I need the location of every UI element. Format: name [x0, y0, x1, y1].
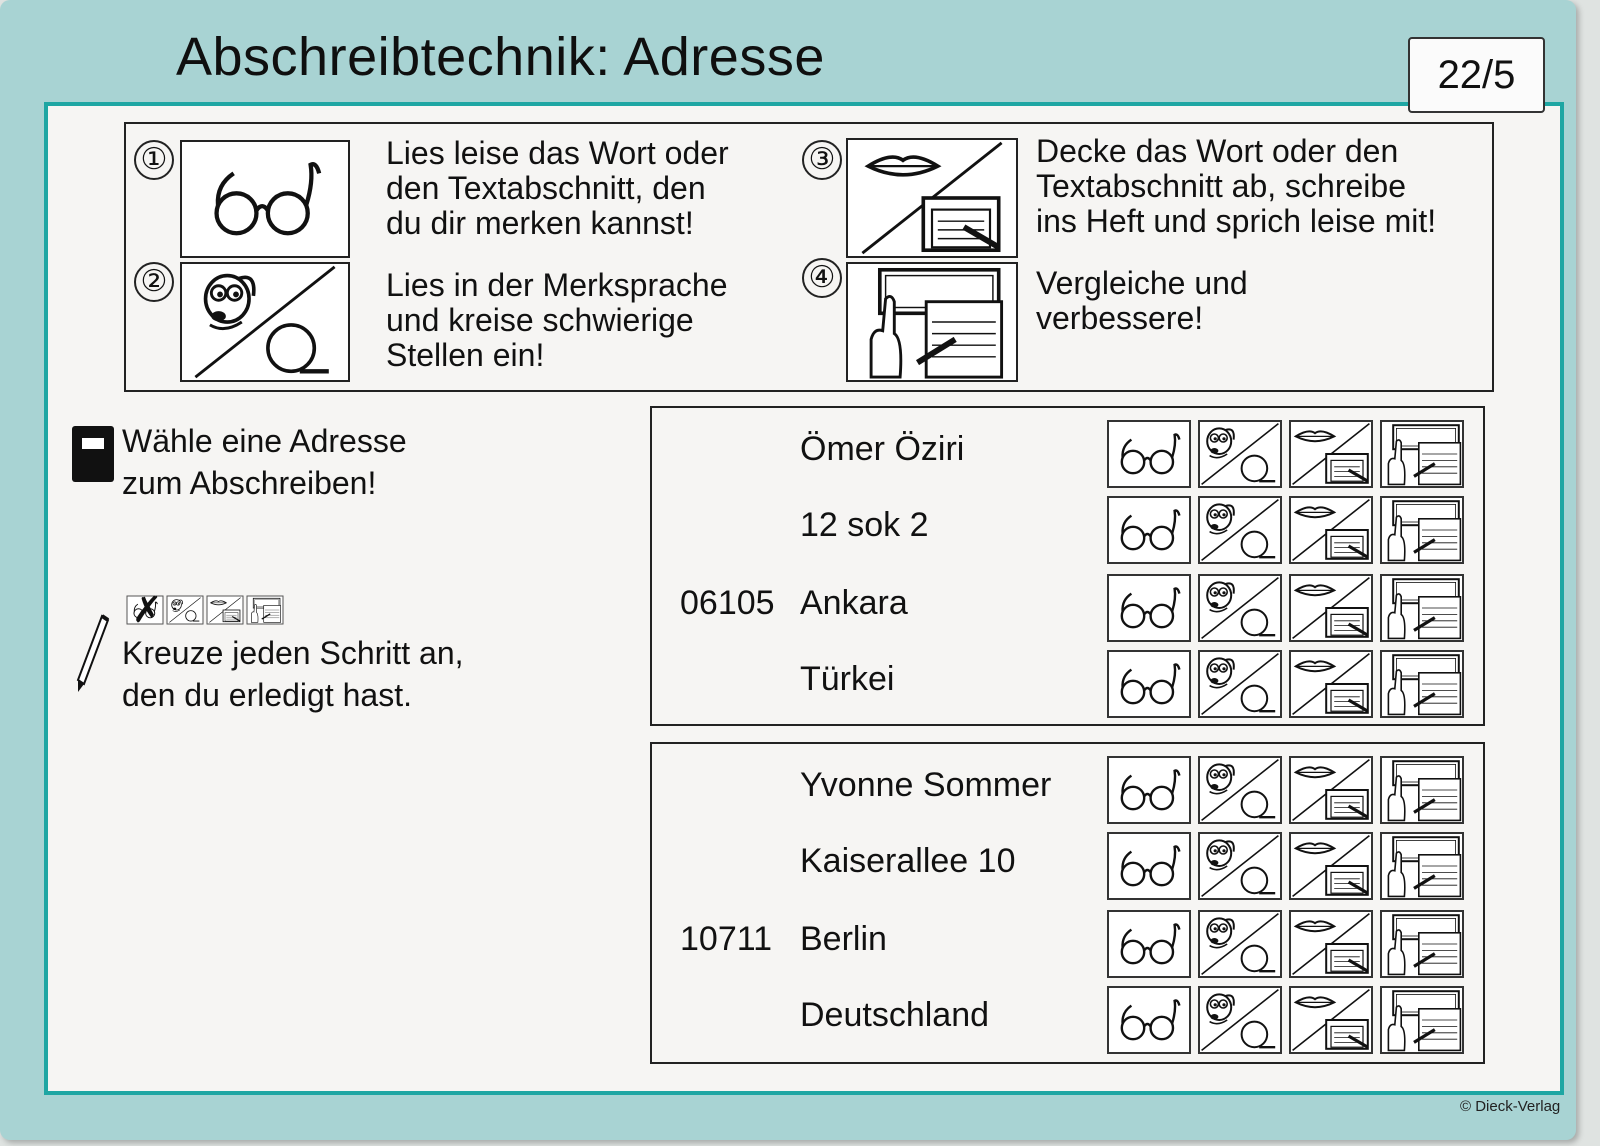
- compare-notebook-icon: [846, 262, 1018, 382]
- glasses-checkbox[interactable]: [1107, 756, 1191, 824]
- content-panel: [44, 102, 1564, 1095]
- lips-notebook-icon: [846, 138, 1018, 258]
- lips-checkbox[interactable]: [1289, 832, 1373, 900]
- copyright: © Dieck-Verlag: [1460, 1098, 1561, 1115]
- glasses-checkbox[interactable]: [1107, 574, 1191, 642]
- address-line: [652, 650, 1487, 710]
- dog-checkbox[interactable]: [1198, 756, 1282, 824]
- address-text: Ömer Öziri: [800, 430, 965, 468]
- step-checkboxes: [1107, 420, 1467, 488]
- dog-checkbox[interactable]: [1198, 496, 1282, 564]
- address-card-2: [650, 742, 1485, 1064]
- address-text: 12 sok 2: [800, 506, 929, 544]
- address-line: [652, 832, 1487, 892]
- step-4-number: ④: [802, 258, 842, 298]
- glasses-checkbox[interactable]: [1107, 832, 1191, 900]
- lips-checkbox[interactable]: [1289, 650, 1373, 718]
- check-instruction: Kreuze jeden Schritt an, den du erledigt hast.: [122, 635, 464, 713]
- step-3-text: Decke das Wort oder den Textabschnitt ab, schreibe ins Heft und sprich leise mit!: [1036, 133, 1437, 239]
- address-text: Ankara: [800, 584, 908, 622]
- step-checkboxes: [1107, 910, 1467, 978]
- step-checkboxes: [1107, 496, 1467, 564]
- address-text: Türkei: [800, 660, 895, 698]
- address-line: [652, 910, 1487, 970]
- address-line: [652, 496, 1487, 556]
- dog-checkbox[interactable]: [1198, 420, 1282, 488]
- step-1-text: Lies leise das Wort oder den Textabschnitt, den du dir merken kannst!: [386, 135, 729, 241]
- step-checkboxes: [1107, 986, 1467, 1054]
- pencil-icon: [74, 614, 114, 694]
- glasses-checkbox[interactable]: [1107, 986, 1191, 1054]
- lips-checkbox[interactable]: [1289, 910, 1373, 978]
- glasses-checkbox[interactable]: [1107, 650, 1191, 718]
- dog-checkbox[interactable]: [1198, 910, 1282, 978]
- compare-checkbox[interactable]: [1380, 650, 1464, 718]
- page-number: 22/5: [1408, 37, 1545, 113]
- compare-checkbox[interactable]: [1380, 910, 1464, 978]
- compare-checkbox[interactable]: [1380, 496, 1464, 564]
- lips-checkbox[interactable]: [1289, 986, 1373, 1054]
- address-text: Kaiserallee 10: [800, 842, 1016, 880]
- glasses-checkbox[interactable]: [1107, 420, 1191, 488]
- mini-steps-icons: [126, 594, 286, 626]
- compare-checkbox[interactable]: [1380, 832, 1464, 900]
- address-card-1: [650, 406, 1485, 726]
- dog-checkbox[interactable]: [1198, 650, 1282, 718]
- address-line: [652, 986, 1487, 1046]
- address-line: [652, 756, 1487, 816]
- address-text: Berlin: [800, 920, 887, 958]
- address-line: [652, 420, 1487, 480]
- lips-checkbox[interactable]: [1289, 756, 1373, 824]
- step-4-text: Vergleiche und verbessere!: [1036, 265, 1248, 336]
- dog-checkbox[interactable]: [1198, 986, 1282, 1054]
- page-title: Abschreibtechnik: Adresse: [176, 27, 825, 87]
- address-text: Yvonne Sommer: [800, 766, 1052, 804]
- address-line: [652, 574, 1487, 634]
- step-2-number: ②: [134, 262, 174, 302]
- compare-checkbox[interactable]: [1380, 756, 1464, 824]
- step-checkboxes: [1107, 756, 1467, 824]
- postal-code: 06105: [680, 584, 775, 622]
- step-checkboxes: [1107, 574, 1467, 642]
- step-checkboxes: [1107, 832, 1467, 900]
- postal-code: 10711: [680, 920, 773, 958]
- step-checkboxes: [1107, 650, 1467, 718]
- lips-checkbox[interactable]: [1289, 574, 1373, 642]
- dog-circle-icon: [180, 262, 350, 382]
- compare-checkbox[interactable]: [1380, 986, 1464, 1054]
- glasses-checkbox[interactable]: [1107, 496, 1191, 564]
- step-3-number: ③: [802, 140, 842, 180]
- step-2-text: Lies in der Merksprache und kreise schwierige Stellen ein!: [386, 267, 728, 373]
- step-1-number: ①: [134, 140, 174, 180]
- dog-checkbox[interactable]: [1198, 574, 1282, 642]
- address-text: Deutschland: [800, 996, 990, 1034]
- glasses-icon: [180, 140, 350, 258]
- choose-instruction: Wähle eine Adresse zum Abschreiben!: [122, 423, 407, 501]
- check-mark: ✗: [132, 594, 163, 626]
- compare-checkbox[interactable]: [1380, 420, 1464, 488]
- compare-checkbox[interactable]: [1380, 574, 1464, 642]
- dog-checkbox[interactable]: [1198, 832, 1282, 900]
- notebook-icon: [72, 426, 114, 482]
- lips-checkbox[interactable]: [1289, 420, 1373, 488]
- glasses-checkbox[interactable]: [1107, 910, 1191, 978]
- lips-checkbox[interactable]: [1289, 496, 1373, 564]
- steps-box: [124, 122, 1494, 392]
